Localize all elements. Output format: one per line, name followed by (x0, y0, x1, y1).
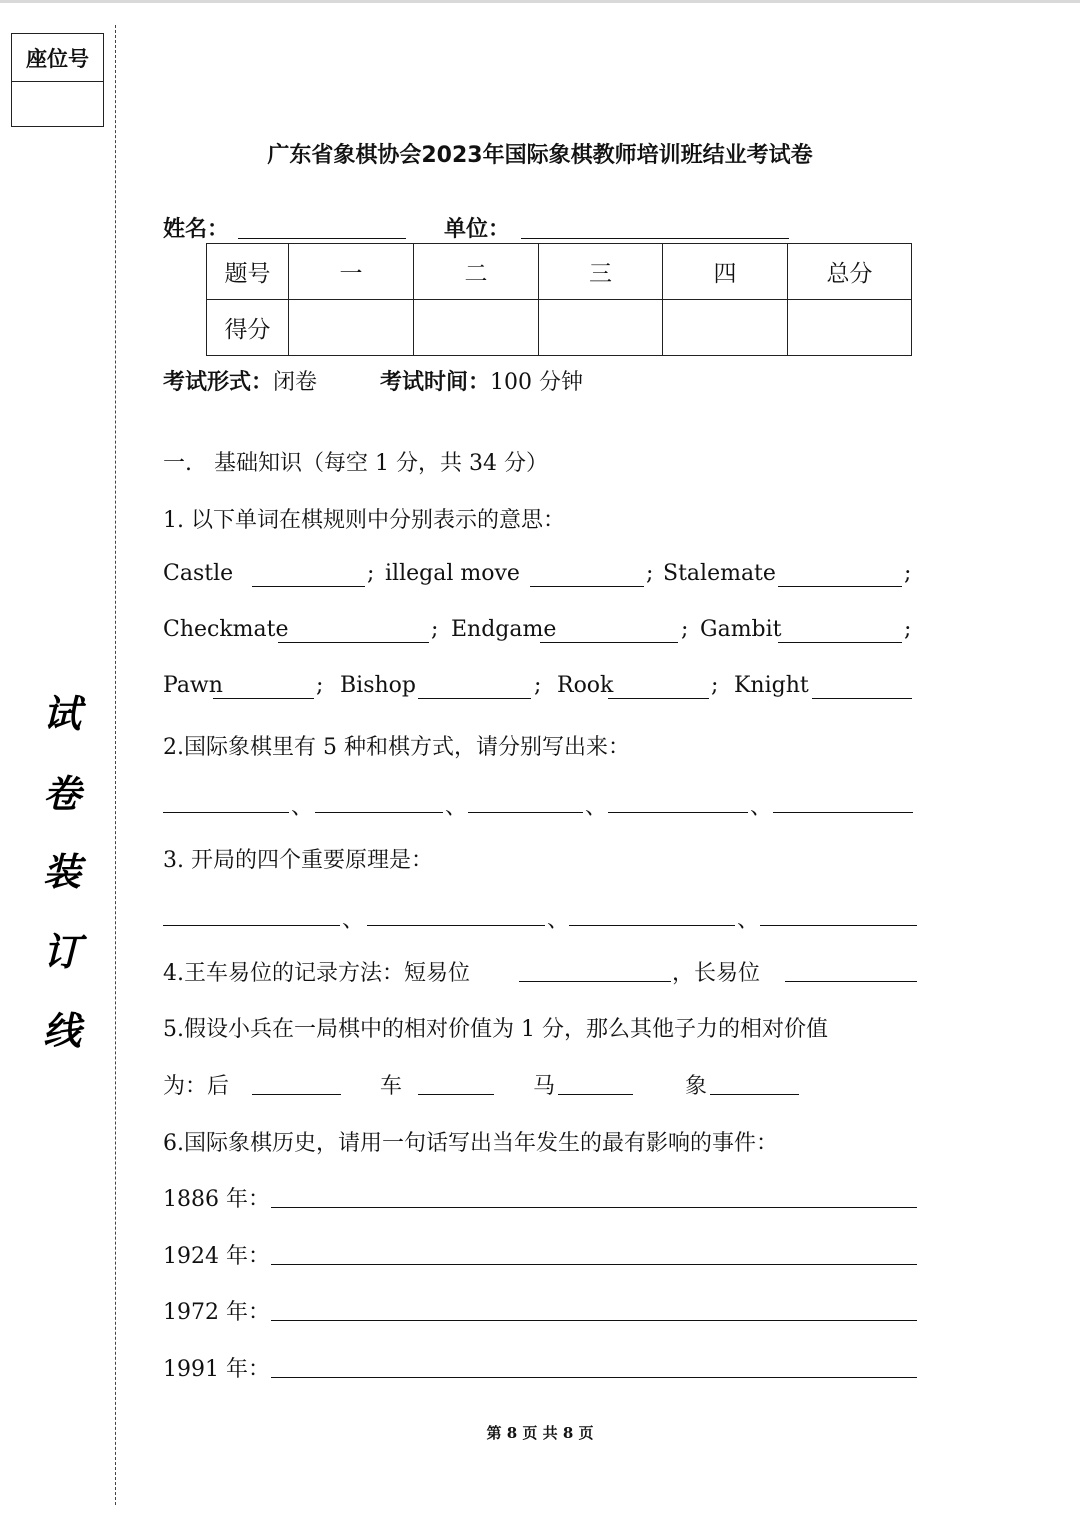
q2-blank-3[interactable] (468, 812, 583, 813)
term-pawn: Pawn (163, 673, 223, 698)
q6-year-1886: 1886 年： (163, 1187, 270, 1212)
q6-blank-1991[interactable] (271, 1377, 917, 1378)
score-header-cell: 四 (663, 244, 788, 300)
page-footer: 第 8 页 共 8 页 (486, 1424, 594, 1442)
binding-char-1: 试 (42, 691, 81, 736)
score-table-row (207, 300, 912, 356)
q6-year-1991: 1991 年： (163, 1357, 270, 1382)
binding-char-3: 装 (42, 849, 81, 894)
q3-blank-2[interactable] (367, 925, 545, 926)
q2-blank-2[interactable] (315, 812, 443, 813)
term-rook: Rook (557, 673, 614, 698)
score-cell[interactable] (289, 300, 414, 356)
q5-queen-label: 为：后 (163, 1074, 230, 1099)
q5-queen-blank[interactable] (252, 1094, 341, 1095)
q6-year-1972: 1972 年： (163, 1300, 270, 1325)
section1-heading: 一. 基础知识（每空 1 分，共 34 分） (163, 451, 548, 476)
separator: ; (316, 673, 324, 698)
separator: 、 (342, 908, 365, 933)
q1-prompt: 1. 以下单词在棋规则中分别表示的意思： (163, 508, 565, 533)
binding-char-2: 卷 (42, 771, 81, 816)
score-header-cell: 总分 (788, 244, 912, 300)
q3-blank-1[interactable] (163, 925, 340, 926)
score-row-label: 得分 (207, 300, 289, 356)
exam-form-value: 闭卷 (273, 370, 318, 395)
separator: ; (367, 561, 375, 586)
term-endgame: Endgame (451, 617, 557, 642)
q5-knight-blank[interactable] (558, 1094, 633, 1095)
q4-prompt: 4.王车易位的记录方法：短易位 (163, 961, 470, 986)
term-pawn-blank[interactable] (213, 698, 314, 699)
separator: 、 (750, 795, 773, 820)
top-edge (0, 0, 1080, 3)
score-table (206, 243, 912, 356)
term-castle-blank[interactable] (252, 586, 365, 587)
q2-blank-5[interactable] (773, 812, 913, 813)
score-cell[interactable] (663, 300, 788, 356)
q5-bishop-label: 象 (685, 1074, 708, 1099)
q6-year-1924: 1924 年： (163, 1244, 270, 1269)
term-checkmate-blank[interactable] (278, 642, 429, 643)
seat-number-box (11, 33, 104, 127)
q6-blank-1886[interactable] (271, 1207, 917, 1208)
q4-short-blank[interactable] (519, 981, 671, 982)
term-stalemate: Stalemate (663, 561, 776, 586)
q5-rook-blank[interactable] (418, 1094, 494, 1095)
exam-time-value: 100 分钟 (490, 370, 584, 395)
score-cell[interactable] (414, 300, 539, 356)
exam-info (163, 365, 317, 396)
q6-blank-1924[interactable] (271, 1264, 917, 1265)
q6-prompt: 6.国际象棋历史，请用一句话写出当年发生的最有影响的事件： (163, 1131, 778, 1156)
separator: ; (681, 617, 689, 642)
separator: 、 (585, 795, 608, 820)
q5-bishop-blank[interactable] (710, 1094, 799, 1095)
name-label: 姓名： (163, 217, 230, 242)
exam-time-label: 考试时间： (380, 370, 491, 395)
term-gambit: Gambit (700, 617, 782, 642)
q5-knight-label: 马 (533, 1074, 556, 1099)
score-header-cell: 二 (414, 244, 539, 300)
term-checkmate: Checkmate (163, 617, 289, 642)
q4-long-label: ，长易位 (672, 961, 761, 986)
separator: ; (711, 673, 719, 698)
term-gambit-blank[interactable] (778, 642, 902, 643)
separator: ; (534, 673, 542, 698)
separator: 、 (291, 795, 314, 820)
q6-blank-1972[interactable] (271, 1320, 917, 1321)
term-knight-blank[interactable] (812, 698, 912, 699)
score-cell[interactable] (539, 300, 663, 356)
score-cell[interactable] (788, 300, 912, 356)
seat-number-label: 座位号 (12, 34, 103, 82)
separator: ; (904, 561, 912, 586)
separator: ; (431, 617, 439, 642)
q5-rook-label: 车 (380, 1074, 403, 1099)
term-bishop: Bishop (340, 673, 416, 698)
unit-label: 单位： (444, 217, 511, 242)
term-illegal-move-blank[interactable] (530, 586, 644, 587)
separator: ; (904, 617, 912, 642)
exam-form-label: 考试形式： (163, 370, 274, 395)
q4-long-blank[interactable] (785, 981, 917, 982)
separator: 、 (445, 795, 468, 820)
separator: 、 (547, 908, 570, 933)
q2-prompt: 2.国际象棋里有 5 种和棋方式，请分别写出来： (163, 735, 630, 760)
exam-time (380, 365, 583, 396)
q3-blank-3[interactable] (569, 925, 735, 926)
term-rook-blank[interactable] (608, 698, 709, 699)
q3-blank-4[interactable] (760, 925, 917, 926)
name-blank[interactable] (238, 238, 406, 239)
score-header-cell: 题号 (207, 244, 289, 300)
term-bishop-blank[interactable] (418, 698, 531, 699)
separator: 、 (737, 908, 760, 933)
unit-blank[interactable] (521, 238, 789, 239)
score-header-cell: 三 (539, 244, 663, 300)
separator: ; (646, 561, 654, 586)
q3-prompt: 3. 开局的四个重要原理是： (163, 848, 433, 873)
term-castle: Castle (163, 561, 234, 586)
q5-prompt: 5.假设小兵在一局棋中的相对价值为 1 分，那么其他子力的相对价值 (163, 1017, 828, 1042)
score-table-header-row (207, 244, 912, 300)
q2-blank-4[interactable] (608, 812, 748, 813)
binding-char-4: 订 (42, 929, 81, 974)
binding-char-5: 线 (42, 1008, 81, 1053)
exam-title: 广东省象棋协会2023年国际象棋教师培训班结业考试卷 (267, 143, 813, 168)
term-illegal-move: illegal move (385, 561, 520, 586)
term-stalemate-blank[interactable] (778, 586, 902, 587)
q2-blank-1[interactable] (163, 812, 289, 813)
binding-line (115, 25, 116, 1505)
term-endgame-blank[interactable] (540, 642, 678, 643)
term-knight: Knight (734, 673, 809, 698)
score-header-cell: 一 (289, 244, 414, 300)
